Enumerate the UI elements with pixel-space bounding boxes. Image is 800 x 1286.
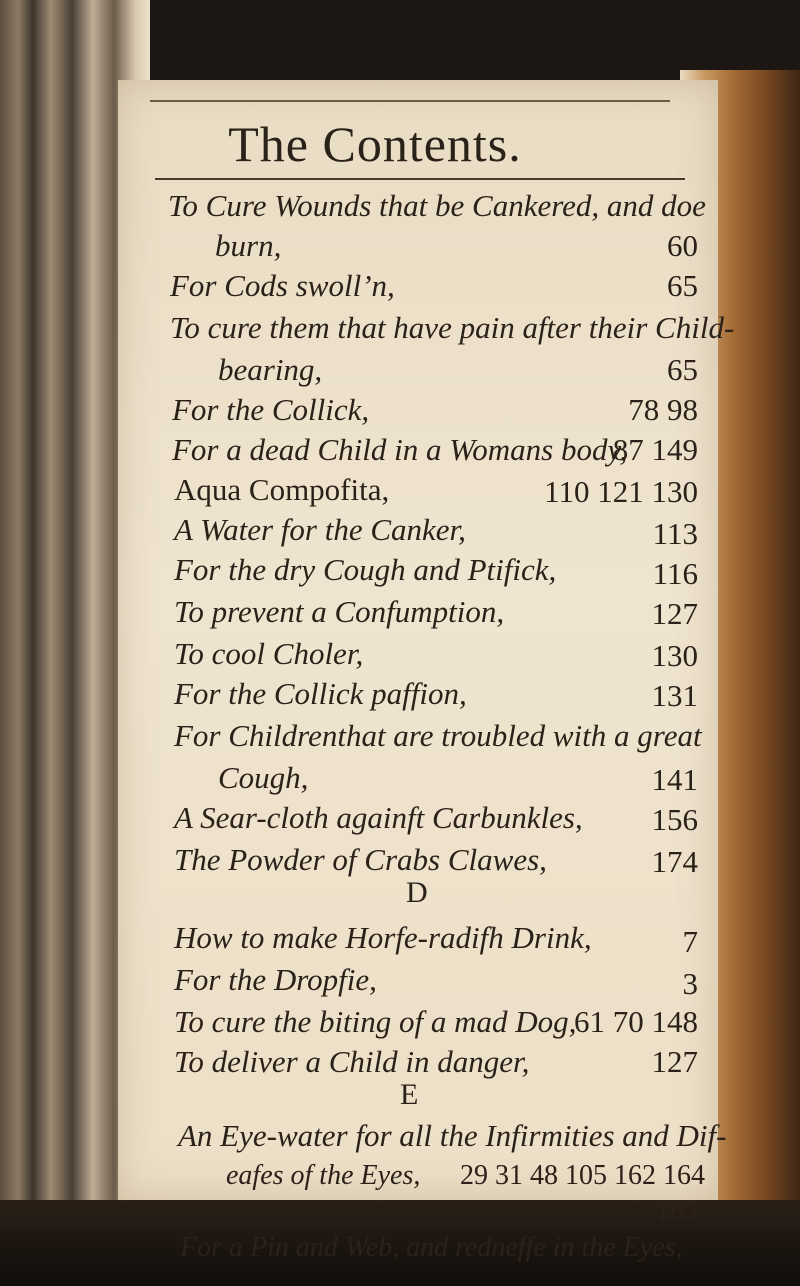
page-numbers: 141: [651, 762, 698, 797]
entry-continuation: Cough,: [218, 760, 309, 795]
page-numbers: 156: [651, 802, 698, 837]
page-numbers: 110 121 130: [544, 474, 698, 509]
page-numbers: 3: [682, 966, 698, 1001]
page-numbers: 127: [651, 596, 698, 631]
entry-line: A Sear-cloth againft Carbunkles,: [174, 800, 583, 835]
page-numbers: 174: [651, 844, 698, 879]
entry-line: An Eye-water for all the Infirmities and Dif-: [178, 1118, 727, 1153]
entry-line: For Childrenthat are troubled with a great: [174, 718, 702, 753]
entry-line: How to make Horfe-radifh Drink,: [174, 920, 592, 955]
page-numbers: 60: [667, 228, 698, 263]
page-numbers: 65: [667, 352, 698, 387]
page-heading: The Contents.: [228, 116, 522, 172]
entry-line: For a dead Child in a Womans body,: [172, 432, 628, 467]
entry-line: For the Dropfie,: [174, 962, 377, 997]
page-numbers: 116: [652, 556, 698, 591]
entry-line: For the Collick,: [172, 392, 370, 427]
page-numbers: 29 31 48 105 162 164: [460, 1160, 705, 1191]
page-numbers: 65: [667, 268, 698, 303]
entry-line: To cure them that have pain after their Child-: [170, 310, 735, 345]
page-numbers: 61 70 148: [574, 1004, 698, 1039]
page-numbers: 87 149: [612, 432, 698, 467]
entry-continuation: burn,: [215, 228, 282, 263]
entry-line: For the dry Cough and Ptifick,: [174, 552, 557, 587]
top-rule: [150, 100, 670, 102]
entry-line: To Cure Wounds that be Cankered, and doe: [168, 188, 706, 223]
page-numbers: 127: [651, 1044, 698, 1079]
entry-line: Aqua Compofita,: [174, 472, 390, 507]
page-numbers: 130: [651, 638, 698, 673]
page-numbers: 113: [652, 516, 698, 551]
entry-line: To cool Choler,: [174, 636, 364, 671]
heading-rule: [155, 178, 685, 180]
entry-line: To cure the biting of a mad Dog,: [174, 1004, 577, 1039]
section-letter-d: D: [406, 876, 428, 909]
page-numbers: 7: [682, 924, 698, 959]
entry-line: The Powder of Crabs Clawes,: [174, 842, 547, 877]
entry-line: To prevent a Confumption,: [174, 594, 505, 629]
page-numbers: 78 98: [628, 392, 698, 427]
entry-line: A Water for the Canker,: [174, 512, 466, 547]
page-numbers: 131: [651, 678, 698, 713]
entry-continuation: bearing,: [218, 352, 323, 387]
entry-line: For Cods swoll’n,: [170, 268, 395, 303]
section-letter-e: E: [400, 1078, 419, 1111]
entry-line: For the Collick paffion,: [174, 676, 467, 711]
entry-continuation: eafes of the Eyes,: [226, 1160, 421, 1191]
page-numbers-continued: 165: [656, 1196, 698, 1227]
entry-line: To deliver a Child in danger,: [174, 1044, 530, 1079]
entry-line: For a Pin and Web, and redneffe in the Eyes,: [180, 1232, 683, 1263]
